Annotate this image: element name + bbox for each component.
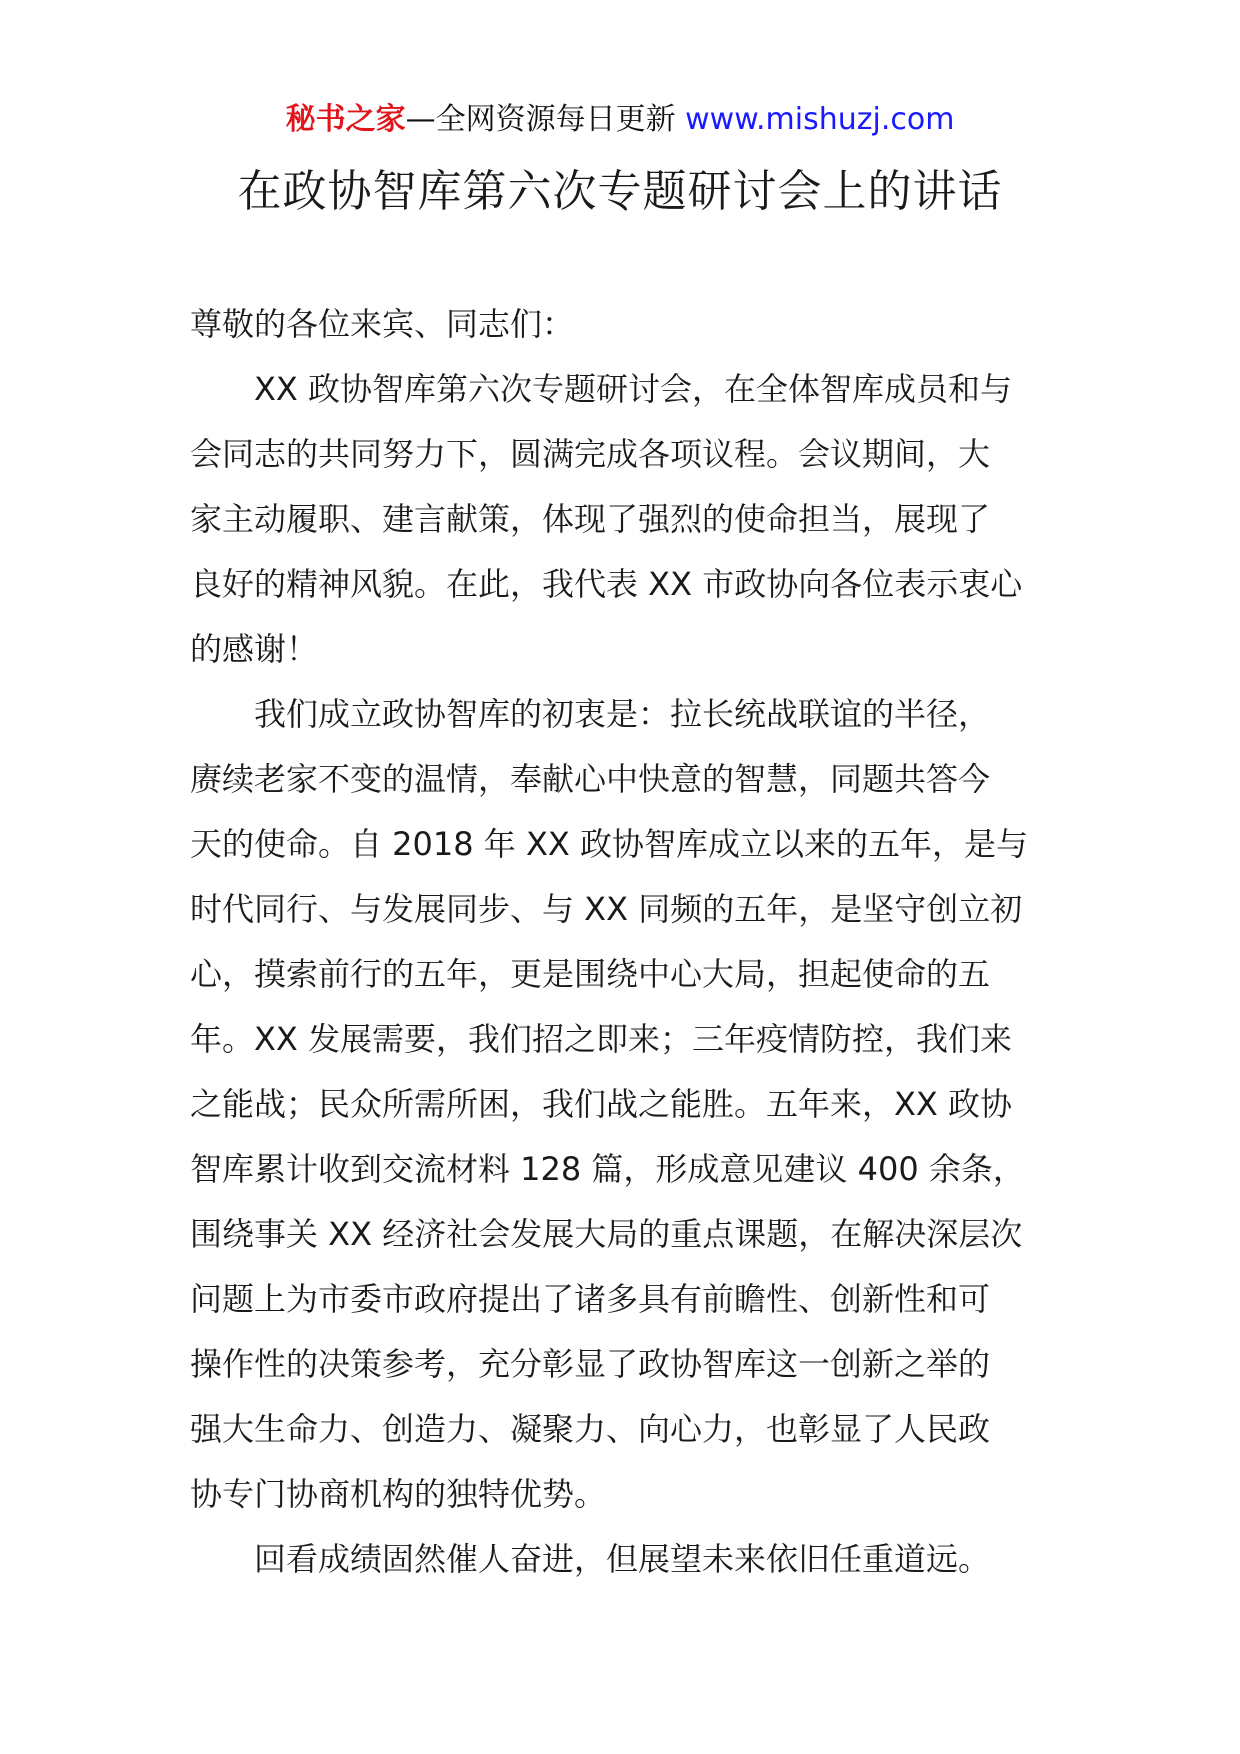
paragraph-line: 操作性的决策参考，充分彰显了政协智库这一创新之举的 (190, 1345, 991, 1383)
paragraph-line: 协专门协商机构的独特优势。 (190, 1475, 607, 1513)
paragraph-line: 回看成绩固然催人奋进，但展望未来依旧任重道远。 (254, 1540, 991, 1578)
paragraph-line: 智库累计收到交流材料 128 篇，形成意见建议 400 余条， (190, 1150, 1025, 1188)
paragraph-line: 强大生命力、创造力、凝聚力、向心力，也彰显了人民政 (190, 1410, 991, 1448)
paragraph-line: XX 政协智库第六次专题研讨会，在全体智库成员和与 (254, 370, 1013, 408)
paragraph-line: 年。XX 发展需要，我们招之即来；三年疫情防控，我们来 (190, 1020, 1013, 1058)
paragraph-line: 良好的精神风貌。在此，我代表 XX 市政协向各位表示衷心 (190, 565, 1023, 603)
document-title: 在政协智库第六次专题研讨会上的讲话 (237, 166, 1003, 217)
paragraph-line: 会同志的共同努力下，圆满完成各项议程。会议期间，大 (190, 435, 991, 473)
paragraph-line: 围绕事关 XX 经济社会发展大局的重点课题，在解决深层次 (190, 1215, 1023, 1253)
paragraph-line: 的感谢！ (190, 630, 319, 668)
paragraph-line: 时代同行、与发展同步、与 XX 同频的五年，是坚守创立初 (190, 890, 1023, 928)
header-tagline: —全网资源每日更新 (405, 102, 676, 137)
paragraph-line: 之能战；民众所需所困，我们战之能胜。五年来，XX 政协 (190, 1085, 1013, 1123)
document-body (190, 292, 1065, 1592)
brand-name: 秘书之家 (285, 102, 406, 137)
paragraph-line: 我们成立政协智库的初衷是：拉长统战联谊的半径， (254, 695, 991, 733)
paragraph-line: 家主动履职、建言献策，体现了强烈的使命担当，展现了 (190, 500, 991, 538)
site-url-link[interactable]: www.mishuzj.com (685, 102, 955, 137)
paragraph-line: 天的使命。自 2018 年 XX 政协智库成立以来的五年，是与 (190, 825, 1028, 863)
salutation-line: 尊敬的各位来宾、同志们： (190, 305, 575, 343)
paragraph-line: 问题上为市委市政府提出了诸多具有前瞻性、创新性和可 (190, 1280, 991, 1318)
site-header (0, 100, 1240, 140)
paragraph-line: 心，摸索前行的五年，更是围绕中心大局，担起使命的五 (190, 955, 991, 993)
paragraph-line: 赓续老家不变的温情，奉献心中快意的智慧，同题共答今 (190, 760, 991, 798)
